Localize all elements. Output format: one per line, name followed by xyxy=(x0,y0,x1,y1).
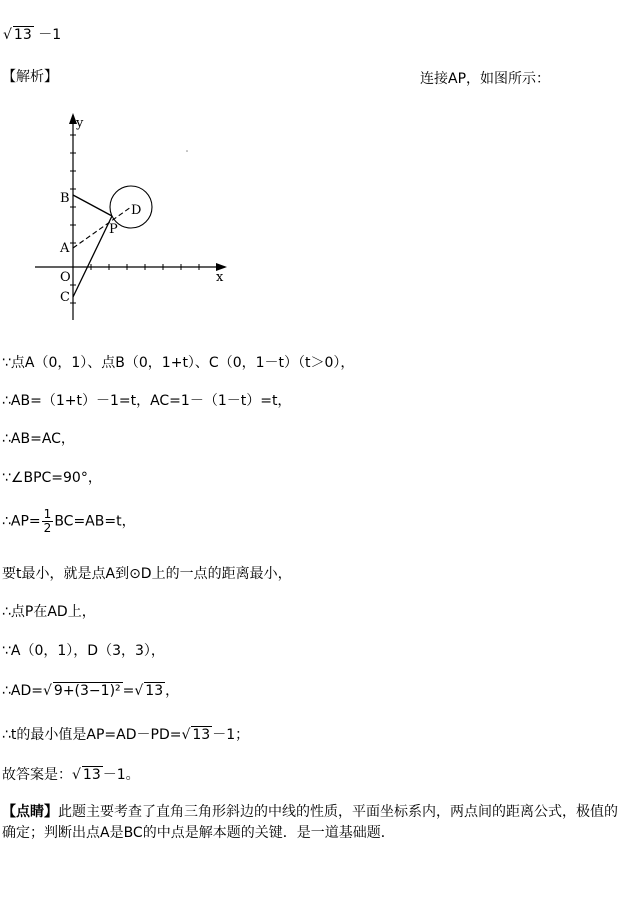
y-axis-label: y xyxy=(76,116,84,131)
segment-cp xyxy=(73,216,112,297)
l11-suffix: －1。 xyxy=(102,767,140,783)
fraction-denominator: 2 xyxy=(43,521,52,535)
point-d-label: D xyxy=(131,203,142,218)
l9-equals: = xyxy=(122,683,135,699)
origin-label: O xyxy=(60,270,71,285)
dianjing-paragraph xyxy=(2,802,622,844)
radicand-ad: 9+(3−1)² xyxy=(53,683,121,699)
l9-suffix: ， xyxy=(165,683,180,699)
segment-ad-dashed xyxy=(73,207,131,248)
sqrt-expression: √ 13 xyxy=(3,27,32,43)
solution-line-10 xyxy=(2,724,249,744)
l5-suffix: BC=AB=t， xyxy=(54,513,136,530)
radicand-13-min: 13 xyxy=(192,727,211,743)
intro-text: 连接AP，如图所示： xyxy=(420,71,551,87)
radicand: 13 xyxy=(13,27,32,43)
sqrt-ad: √ 9+(3−1)² xyxy=(43,683,121,699)
point-p-label: P xyxy=(109,222,118,237)
point-b-label: B xyxy=(60,191,70,206)
stray-dot xyxy=(186,150,188,152)
sqrt-13: √ 13 xyxy=(134,683,164,699)
solution-line-3: ∴AB=AC， xyxy=(2,431,75,447)
dianjing-text: 此题主要考查了直角三角形斜边的中线的性质，平面坐标系内，两点间的距离公式，极值的确定；判断出点A是BC的中点是解本题的关键．是一道基础题． xyxy=(2,804,618,841)
segment-bp xyxy=(73,195,112,216)
l11-prefix: 故答案是： xyxy=(2,767,72,783)
sqrt-13-min: √ 13 xyxy=(181,727,211,743)
solution-line-7: ∴点P在AD上， xyxy=(2,604,96,620)
solution-line-11 xyxy=(2,764,140,784)
fraction-half xyxy=(42,508,54,535)
radicand-13-answer: 13 xyxy=(82,767,101,783)
point-a-label: A xyxy=(60,241,70,256)
solution-line-4: ∵∠BPC=90°， xyxy=(2,470,102,486)
solution-line-6: 要t最小，就是点A到⊙D上的一点的距离最小， xyxy=(2,566,292,582)
l9-prefix: ∴AD= xyxy=(2,683,43,699)
jiexi-label: 【解析】 xyxy=(2,69,58,85)
solution-line-8: ∵A（0，1），D（3，3）， xyxy=(2,643,165,659)
solution-line-9 xyxy=(2,680,179,700)
coordinate-figure xyxy=(30,110,230,322)
answer-rest: －1 xyxy=(38,27,62,43)
fraction-numerator: 1 xyxy=(43,507,52,521)
top-answer xyxy=(3,24,61,44)
sqrt-13-answer: √ 13 xyxy=(72,767,101,783)
solution-line-5 xyxy=(2,508,136,535)
x-axis-label: x xyxy=(216,270,224,285)
dianjing-label: 【点睛】 xyxy=(2,804,58,820)
l10-prefix: ∴t的最小值是AP=AD－PD= xyxy=(2,727,182,743)
l5-prefix: ∴AP= xyxy=(2,513,41,530)
solution-line-1: ∵点A（0，1）、点B（0，1+t）、C（0，1－t）（t＞0）， xyxy=(2,355,355,371)
point-c-label: C xyxy=(60,290,70,305)
l10-suffix: －1； xyxy=(212,727,250,743)
radicand-13: 13 xyxy=(145,683,164,699)
solution-line-2: ∴AB=（1+t）－1=t，AC=1－（1－t）=t， xyxy=(2,393,292,409)
